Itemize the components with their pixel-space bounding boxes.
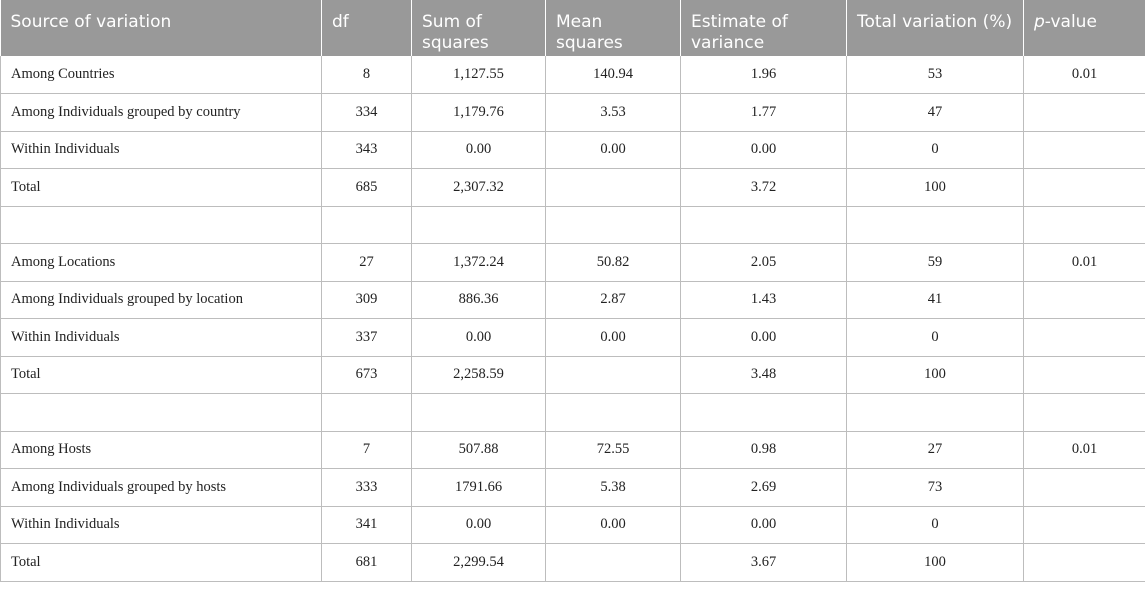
cell-p-value: 0.01 xyxy=(1024,56,1145,94)
cell-total-variation: 100 xyxy=(847,356,1024,394)
cell-source: Among Countries xyxy=(1,56,322,94)
cell-sum-of-squares: 0.00 xyxy=(412,506,546,544)
cell-total-variation xyxy=(847,394,1024,432)
cell-mean-squares: 140.94 xyxy=(546,56,681,94)
cell-estimate-of-variance: 1.77 xyxy=(681,94,847,132)
cell-total-variation: 0 xyxy=(847,319,1024,357)
table-row xyxy=(1,131,1145,169)
cell-mean-squares: 2.87 xyxy=(546,281,681,319)
cell-sum-of-squares xyxy=(412,394,546,432)
table-row xyxy=(1,319,1145,357)
cell-mean-squares xyxy=(546,544,681,582)
cell-source: Among Individuals grouped by hosts xyxy=(1,469,322,507)
cell-mean-squares: 0.00 xyxy=(546,131,681,169)
cell-total-variation: 27 xyxy=(847,431,1024,469)
cell-p-value xyxy=(1024,131,1145,169)
table-row xyxy=(1,469,1145,507)
cell-sum-of-squares: 2,299.54 xyxy=(412,544,546,582)
cell-source: Within Individuals xyxy=(1,506,322,544)
header-source: Source of variation xyxy=(1,0,322,56)
cell-df: 685 xyxy=(322,169,412,207)
cell-estimate-of-variance: 3.67 xyxy=(681,544,847,582)
cell-p-value xyxy=(1024,169,1145,207)
cell-total-variation: 53 xyxy=(847,56,1024,94)
cell-estimate-of-variance xyxy=(681,206,847,244)
cell-p-value: 0.01 xyxy=(1024,244,1145,282)
header-sum-of-squares: Sum of squares xyxy=(412,0,546,56)
cell-df: 341 xyxy=(322,506,412,544)
cell-total-variation: 100 xyxy=(847,169,1024,207)
cell-mean-squares: 3.53 xyxy=(546,94,681,132)
cell-estimate-of-variance: 2.05 xyxy=(681,244,847,282)
table-row xyxy=(1,356,1145,394)
table-row xyxy=(1,544,1145,582)
cell-p-value: 0.01 xyxy=(1024,431,1145,469)
cell-source xyxy=(1,394,322,432)
cell-df: 337 xyxy=(322,319,412,357)
cell-total-variation: 41 xyxy=(847,281,1024,319)
cell-estimate-of-variance: 0.00 xyxy=(681,131,847,169)
cell-sum-of-squares: 2,307.32 xyxy=(412,169,546,207)
cell-sum-of-squares: 0.00 xyxy=(412,319,546,357)
cell-df: 673 xyxy=(322,356,412,394)
cell-mean-squares: 50.82 xyxy=(546,244,681,282)
cell-total-variation: 59 xyxy=(847,244,1024,282)
cell-source: Total xyxy=(1,544,322,582)
cell-total-variation: 73 xyxy=(847,469,1024,507)
table-row xyxy=(1,94,1145,132)
cell-p-value xyxy=(1024,319,1145,357)
cell-mean-squares xyxy=(546,394,681,432)
cell-source: Among Hosts xyxy=(1,431,322,469)
table-row xyxy=(1,431,1145,469)
cell-sum-of-squares: 507.88 xyxy=(412,431,546,469)
table-row xyxy=(1,281,1145,319)
cell-df xyxy=(322,206,412,244)
table-body xyxy=(1,56,1145,581)
cell-sum-of-squares: 1,179.76 xyxy=(412,94,546,132)
header-p-value xyxy=(1024,0,1145,56)
cell-df: 333 xyxy=(322,469,412,507)
cell-mean-squares: 5.38 xyxy=(546,469,681,507)
cell-df: 8 xyxy=(322,56,412,94)
cell-p-value xyxy=(1024,206,1145,244)
cell-p-value xyxy=(1024,469,1145,507)
cell-source: Among Individuals grouped by country xyxy=(1,94,322,132)
cell-mean-squares xyxy=(546,169,681,207)
cell-sum-of-squares: 1,372.24 xyxy=(412,244,546,282)
header-total-variation: Total variation (%) xyxy=(847,0,1024,56)
table-row xyxy=(1,394,1145,432)
cell-estimate-of-variance: 2.69 xyxy=(681,469,847,507)
cell-mean-squares: 72.55 xyxy=(546,431,681,469)
cell-estimate-of-variance: 0.98 xyxy=(681,431,847,469)
cell-df: 7 xyxy=(322,431,412,469)
cell-source: Total xyxy=(1,169,322,207)
cell-p-value xyxy=(1024,544,1145,582)
cell-estimate-of-variance: 0.00 xyxy=(681,506,847,544)
cell-total-variation xyxy=(847,206,1024,244)
cell-estimate-of-variance: 1.43 xyxy=(681,281,847,319)
table-row xyxy=(1,206,1145,244)
cell-df xyxy=(322,394,412,432)
cell-df: 27 xyxy=(322,244,412,282)
header-p-suffix: -value xyxy=(1044,12,1097,32)
table-row xyxy=(1,169,1145,207)
cell-sum-of-squares: 1791.66 xyxy=(412,469,546,507)
cell-sum-of-squares: 2,258.59 xyxy=(412,356,546,394)
cell-mean-squares xyxy=(546,356,681,394)
cell-p-value xyxy=(1024,281,1145,319)
header-mean-squares: Mean squares xyxy=(546,0,681,56)
header-row xyxy=(1,0,1145,56)
cell-p-value xyxy=(1024,356,1145,394)
table-row xyxy=(1,244,1145,282)
cell-source: Within Individuals xyxy=(1,319,322,357)
cell-p-value xyxy=(1024,394,1145,432)
cell-df: 343 xyxy=(322,131,412,169)
table-header xyxy=(1,0,1145,56)
cell-estimate-of-variance: 1.96 xyxy=(681,56,847,94)
cell-estimate-of-variance: 3.72 xyxy=(681,169,847,207)
header-df: df xyxy=(322,0,412,56)
header-estimate-of-variance: Estimate of variance xyxy=(681,0,847,56)
cell-source xyxy=(1,206,322,244)
cell-source: Within Individuals xyxy=(1,131,322,169)
cell-estimate-of-variance xyxy=(681,394,847,432)
table-row xyxy=(1,506,1145,544)
cell-p-value xyxy=(1024,94,1145,132)
cell-df: 334 xyxy=(322,94,412,132)
header-p-italic: p xyxy=(1034,12,1045,32)
cell-sum-of-squares xyxy=(412,206,546,244)
cell-sum-of-squares: 0.00 xyxy=(412,131,546,169)
cell-source: Among Locations xyxy=(1,244,322,282)
cell-df: 309 xyxy=(322,281,412,319)
cell-p-value xyxy=(1024,506,1145,544)
cell-df: 681 xyxy=(322,544,412,582)
cell-mean-squares: 0.00 xyxy=(546,506,681,544)
cell-total-variation: 0 xyxy=(847,131,1024,169)
table-row xyxy=(1,56,1145,94)
cell-total-variation: 0 xyxy=(847,506,1024,544)
cell-mean-squares: 0.00 xyxy=(546,319,681,357)
cell-total-variation: 47 xyxy=(847,94,1024,132)
cell-estimate-of-variance: 0.00 xyxy=(681,319,847,357)
cell-sum-of-squares: 886.36 xyxy=(412,281,546,319)
cell-mean-squares xyxy=(546,206,681,244)
cell-source: Total xyxy=(1,356,322,394)
cell-estimate-of-variance: 3.48 xyxy=(681,356,847,394)
cell-source: Among Individuals grouped by location xyxy=(1,281,322,319)
cell-total-variation: 100 xyxy=(847,544,1024,582)
cell-sum-of-squares: 1,127.55 xyxy=(412,56,546,94)
